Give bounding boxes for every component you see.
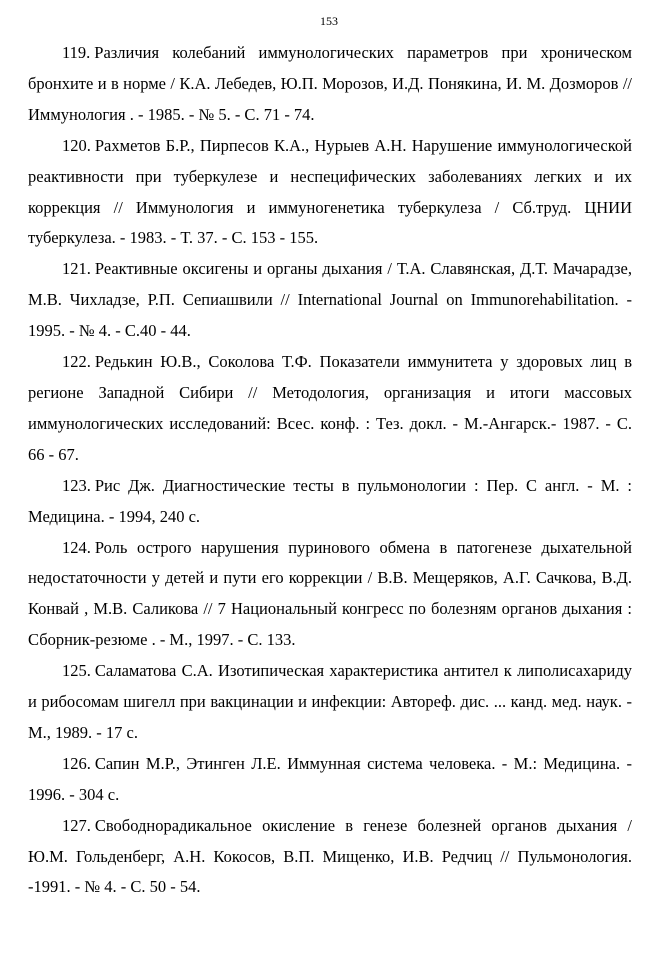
reference-number: 126. (62, 753, 91, 773)
reference-item (28, 347, 632, 471)
reference-number: 120. (62, 135, 91, 155)
reference-text: Саламатова С.А. Изотипическая характеристика антител к липолисахариду и рибосомам шигелл при вакцинации и инфекции: Автореф. дис. ... канд. мед. наук. - М., 1989. - 17 с. (28, 661, 632, 742)
reference-text: Сапин М.Р., Этинген Л.Е. Иммунная система человека. - М.: Медицина. - 1996. - 304 с. (28, 753, 632, 804)
reference-number: 119. (62, 43, 91, 62)
reference-item (28, 471, 632, 533)
reference-item (28, 656, 632, 749)
reference-item (28, 811, 632, 904)
reference-text: Различия колебаний иммунологических параметров при хроническом бронхите и в норме / К.А. Лебедев, Ю.П. Морозов, И.Д. Понякина, И. М. Дозморов // Иммунология . - 1985. - № 5. - С. 71 - 74. (28, 43, 632, 124)
reference-item (28, 533, 632, 657)
reference-item (28, 38, 632, 131)
page-number: 153 (320, 14, 338, 28)
reference-number: 122. (62, 352, 91, 372)
reference-number: 123. (62, 475, 91, 495)
reference-text: Свободнорадикальное окисление в генезе болезней органов дыхания / Ю.М. Гольденберг, А.Н. Кокосов, В.П. Мищенко, И.В. Редчиц // Пульмонология. -1991. - № 4. - С. 50 - 54. (28, 815, 632, 897)
reference-number: 125. (62, 661, 91, 681)
reference-number: 121. (62, 259, 91, 279)
reference-item (28, 254, 632, 347)
reference-item (28, 131, 632, 255)
reference-text: Рис Дж. Диагностические тесты в пульмонологии : Пер. С англ. - М. : Медицина. - 1994, 240 с. (28, 475, 632, 526)
reference-text: Реактивные оксигены и органы дыхания / Т.А. Славянская, Д.Т. Мачарадзе, М.В. Чихладзе, Р.П. Сепиашвили // International Journal on Immunorehabilitation. - 1995. - № 4. - С.40 - 44. (28, 259, 632, 341)
reference-number: 127. (62, 815, 91, 835)
reference-text: Рахметов Б.Р., Пирпесов К.А., Нурыев А.Н. Нарушение иммунологической реактивности при туберкулезе и неспецифических заболеваниях легких и их коррекция // Иммунология и иммуногенетика туберкулеза / Сб.труд. ЦНИИ туберкулеза. - 1983. - Т. 37. - С. 153 - 155. (28, 135, 632, 248)
reference-text: Роль острого нарушения пуринового обмена в патогенезе дыхательной недостаточности у детей и пути его коррекции / В.В. Мещеряков, А.Г. Сачкова, В.Д. Конвай , М.В. Саликова // 7 Национальный конгресс по болезням органов дыхания : Сборник-резюме . - М., 1997. - С. 133. (28, 537, 632, 650)
reference-item (28, 749, 632, 811)
reference-list (28, 38, 632, 903)
reference-number: 124. (62, 537, 91, 557)
reference-text: Редькин Ю.В., Соколова Т.Ф. Показатели иммунитета у здоровых лиц в регионе Западной Сибири // Методология, организация и итоги массовых иммунологических исследований: Всес. конф. : Тез. докл. - М.-Ангарск.- 1987. - С. 66 - 67. (28, 352, 632, 464)
